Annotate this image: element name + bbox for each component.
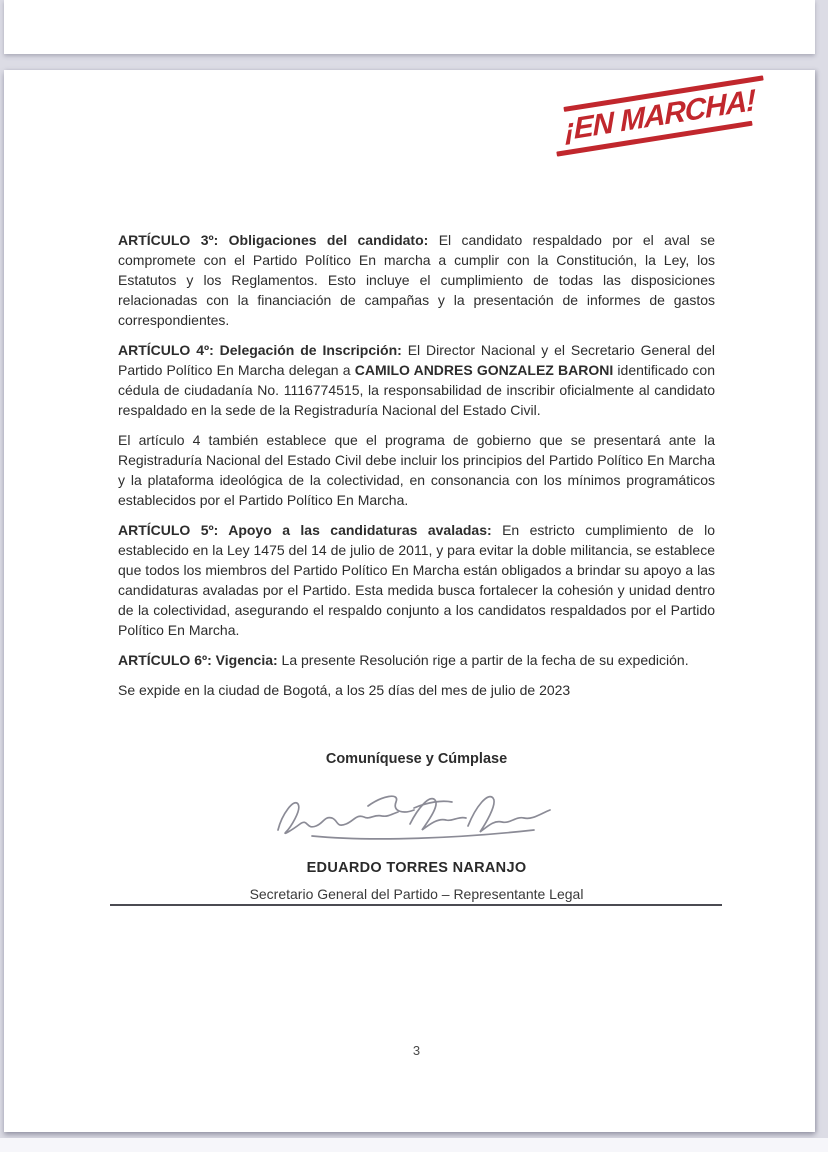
paragraph-expedicion: Se expide en la ciudad de Bogotá, a los 25 días del mes de julio de 2023 (118, 682, 571, 698)
document-page (4, 70, 815, 1132)
paragraph-articulo-3: ARTÍCULO 3º: Obligaciones del candidato: El candidato respaldado por el aval se compromete con el Partido Político En marcha a cumplir con la Constitución, la Ley, los Estatutos y los Reglamentos. Esto incluye el cumplimiento de todas las disposiciones relacionadas con la financiación de campañas y la presentación de informes de gastos correspondientes. (118, 232, 715, 328)
paragraph-articulo-5: ARTÍCULO 5º: Apoyo a las candidaturas avaladas: En estricto cumplimiento de lo establecido en la Ley 1475 del 14 de julio de 2011, y para evitar la doble militancia, se establece que todos los miembros del Partido Político En Marcha están obligados a brindar su apoyo a las candidaturas avaladas por el Partido. Esta medida busca fortalecer la cohesión y unidad dentro de la colectividad, asegurando el respaldo conjunto a los candidatos respaldados por el Partido Político En Marcha. (118, 522, 715, 638)
logo-wordmark: ¡EN MARCHA! (564, 83, 756, 148)
signatory-title: Secretario General del Partido – Representante Legal (249, 886, 584, 902)
paragraph-articulo-4-programa: El artículo 4 también establece que el programa de gobierno que se presentará ante la Registraduría Nacional del Estado Civil debe incluir los principios del Partido Político En Marcha y la plataforma ideológica de la colectividad, en consonancia con los mínimos programáticos establecidos por el Partido Político En Marcha. (118, 432, 715, 508)
viewer-background-strip (0, 1138, 828, 1152)
paragraph-articulo-6: ARTÍCULO 6º: Vigencia: La presente Resolución rige a partir de la fecha de su expedición. (118, 652, 689, 668)
signature-handwriting-icon (272, 784, 562, 846)
page-number: 3 (412, 1043, 421, 1058)
signatory-name: EDUARDO TORRES NARANJO (306, 860, 527, 876)
signature-divider-line (110, 904, 722, 906)
closing-statement: Comuníquese y Cúmplase (325, 751, 508, 767)
previous-page-bottom-edge (4, 0, 815, 54)
en-marcha-party-logo (550, 75, 771, 156)
document-body (118, 230, 715, 710)
signature-block (118, 784, 715, 851)
paragraph-articulo-4: ARTÍCULO 4º: Delegación de Inscripción: El Director Nacional y el Secretario General del Partido Político En Marcha delegan a CAMILO ANDRES GONZALEZ BARONI identificado con cédula de ciudadanía No. 1116774515, la responsabilidad de inscribir oficialmente al candidato respaldado en la sede de la Registraduría Nacional del Estado Civil. (118, 342, 716, 418)
